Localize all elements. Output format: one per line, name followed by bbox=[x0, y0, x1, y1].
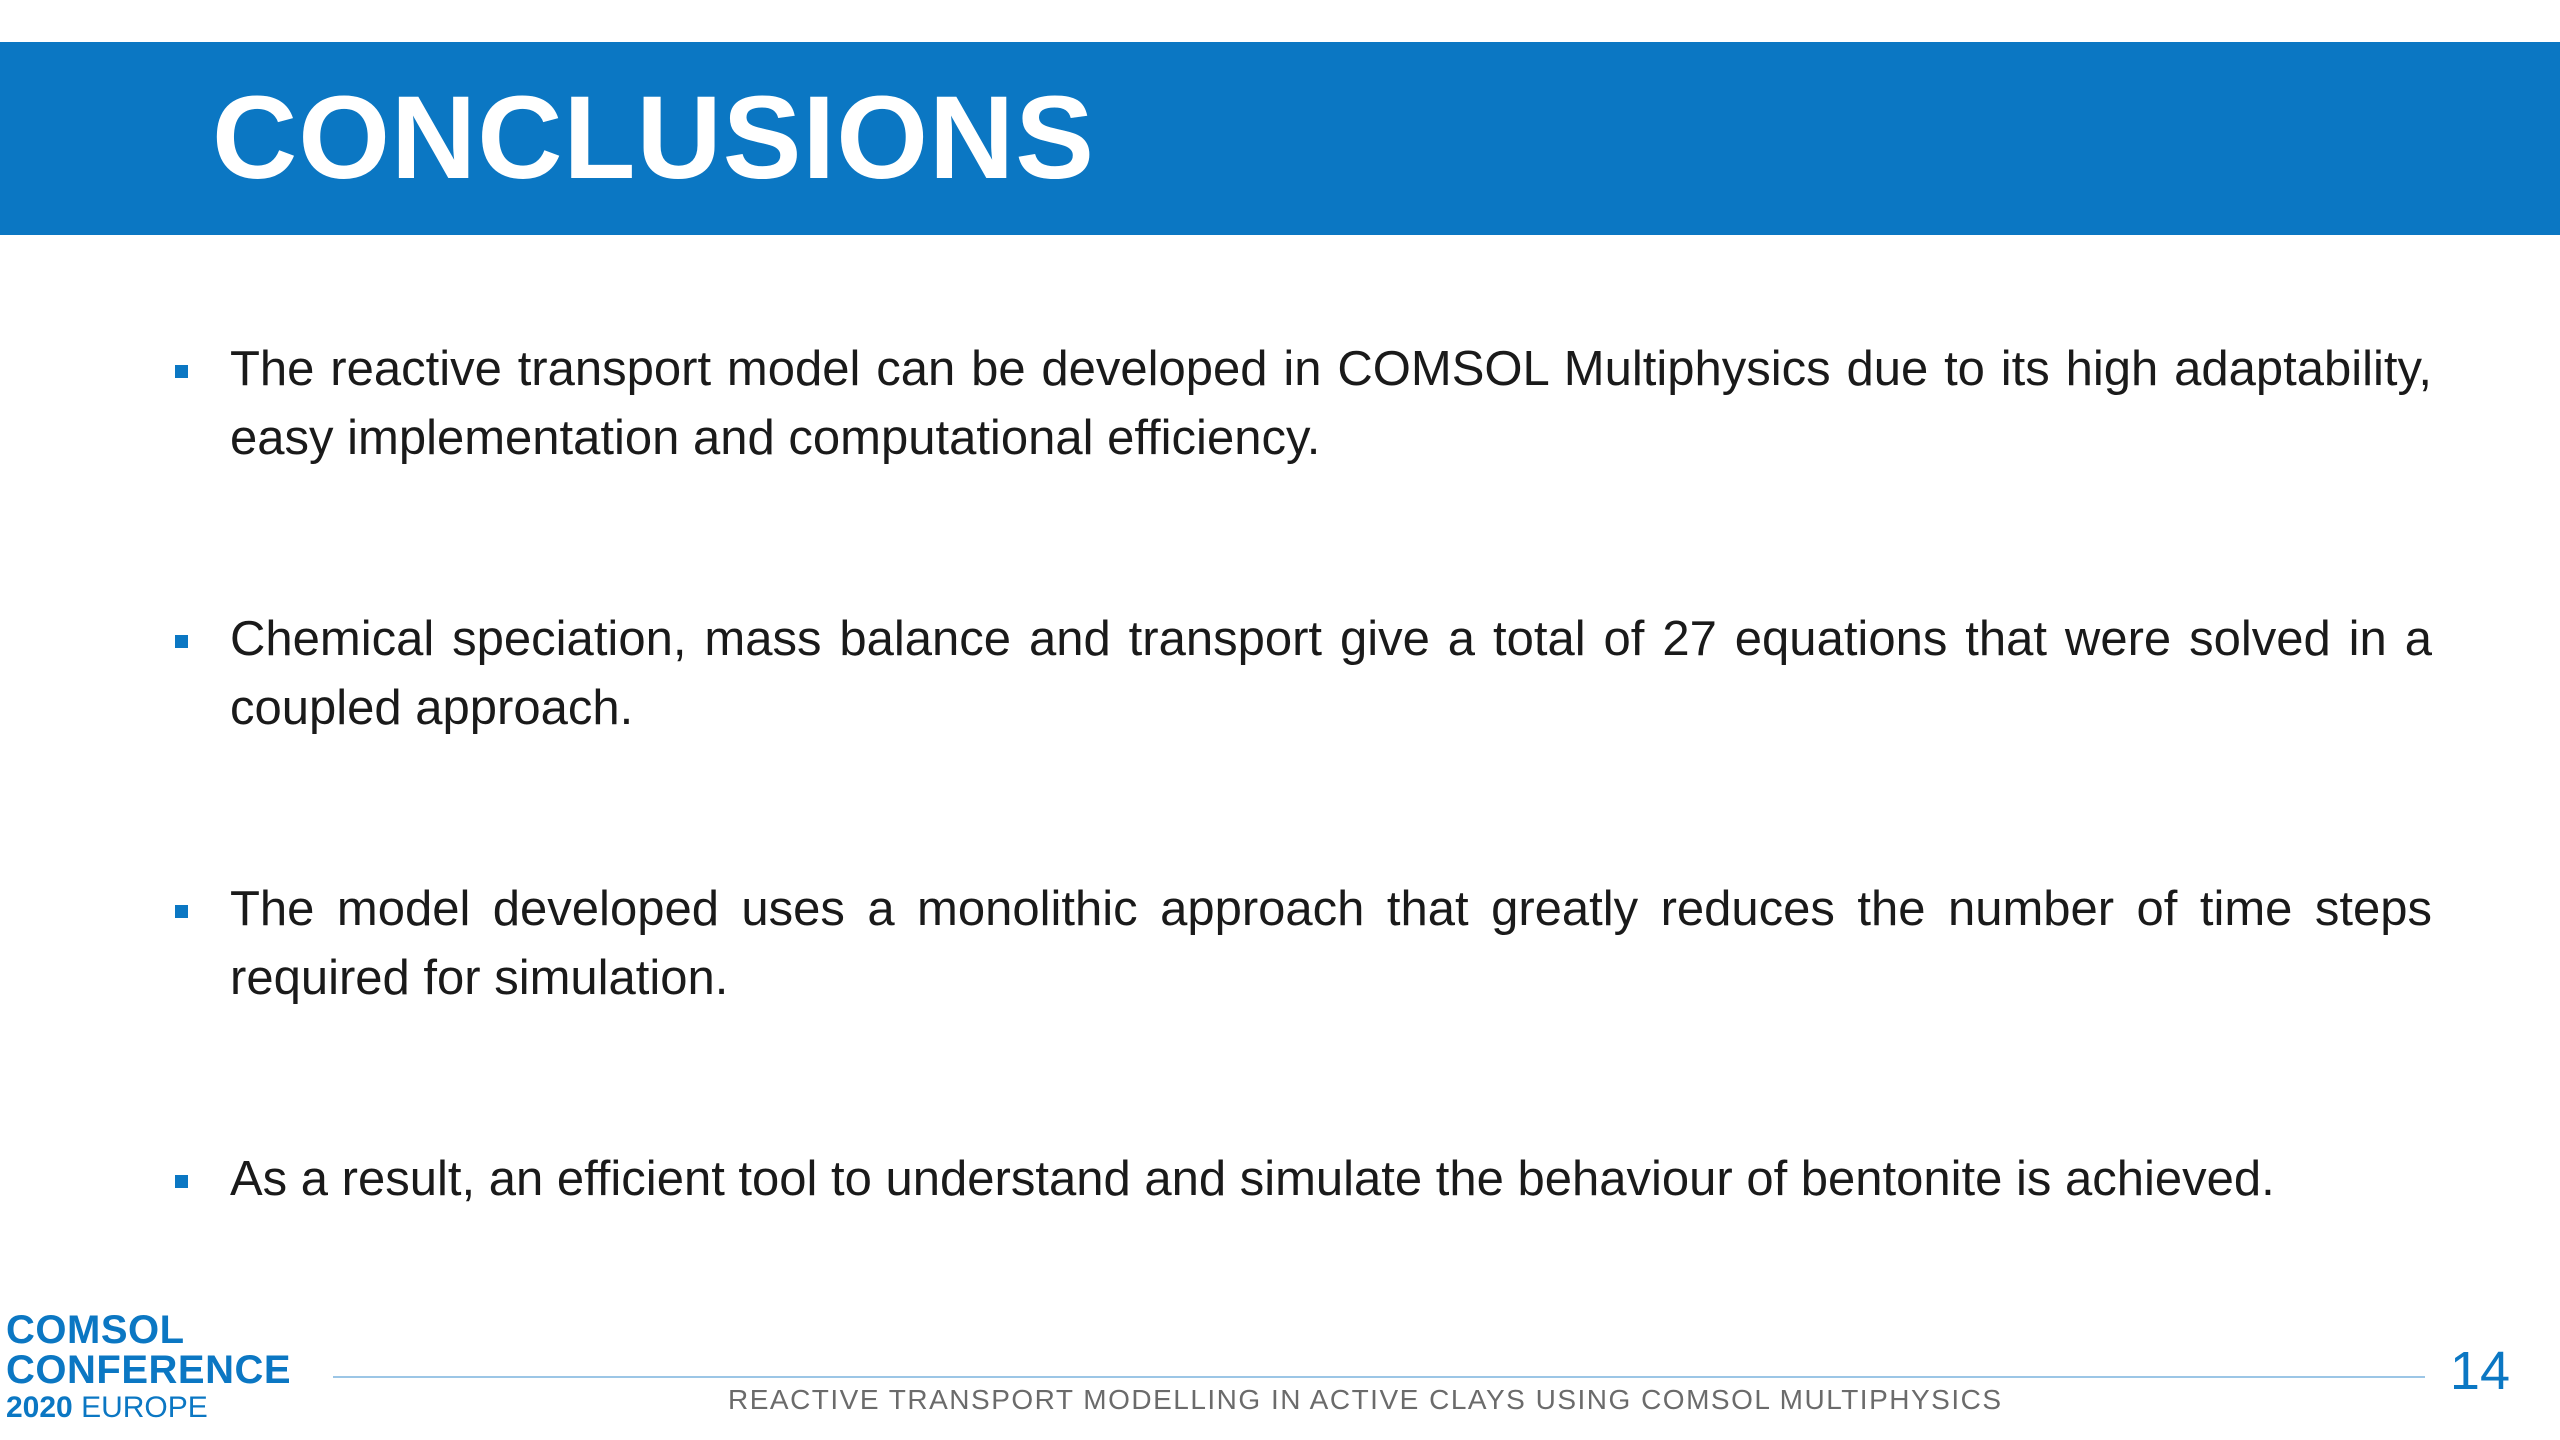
logo-line-edition bbox=[6, 1390, 291, 1426]
bullet-text: The reactive transport model can be developed in COMSOL Multiphysics due to its high adaptability, easy implementation and computational efficiency. bbox=[230, 342, 2432, 465]
bullet-square-icon bbox=[175, 1175, 188, 1188]
slide-title: CONCLUSIONS bbox=[212, 72, 1095, 204]
page-number: 14 bbox=[2449, 1341, 2510, 1401]
logo-region: EUROPE bbox=[81, 1391, 208, 1424]
bullet-text: Chemical speciation, mass balance and transport give a total of 27 equations that were solved in a coupled approach. bbox=[230, 612, 2432, 735]
conference-logo bbox=[6, 1310, 291, 1426]
footer-divider bbox=[333, 1376, 2425, 1378]
bullet-text: The model developed uses a monolithic approach that greatly reduces the number of time steps required for simulation. bbox=[230, 882, 2432, 1005]
presentation-title: REACTIVE TRANSPORT MODELLING IN ACTIVE CLAYS USING COMSOL MULTIPHYSICS bbox=[728, 1384, 2003, 1415]
bullet-square-icon bbox=[175, 365, 188, 378]
bullet-square-icon bbox=[175, 905, 188, 918]
logo-line-conference: CONFERENCE bbox=[6, 1348, 292, 1392]
logo-year: 2020 bbox=[6, 1391, 73, 1424]
bullet-text: As a result, an efficient tool to understand and simulate the behaviour of bentonite is achieved. bbox=[230, 1152, 2275, 1206]
bullet-square-icon bbox=[175, 635, 188, 648]
logo-line-comsol: COMSOL bbox=[6, 1308, 185, 1352]
